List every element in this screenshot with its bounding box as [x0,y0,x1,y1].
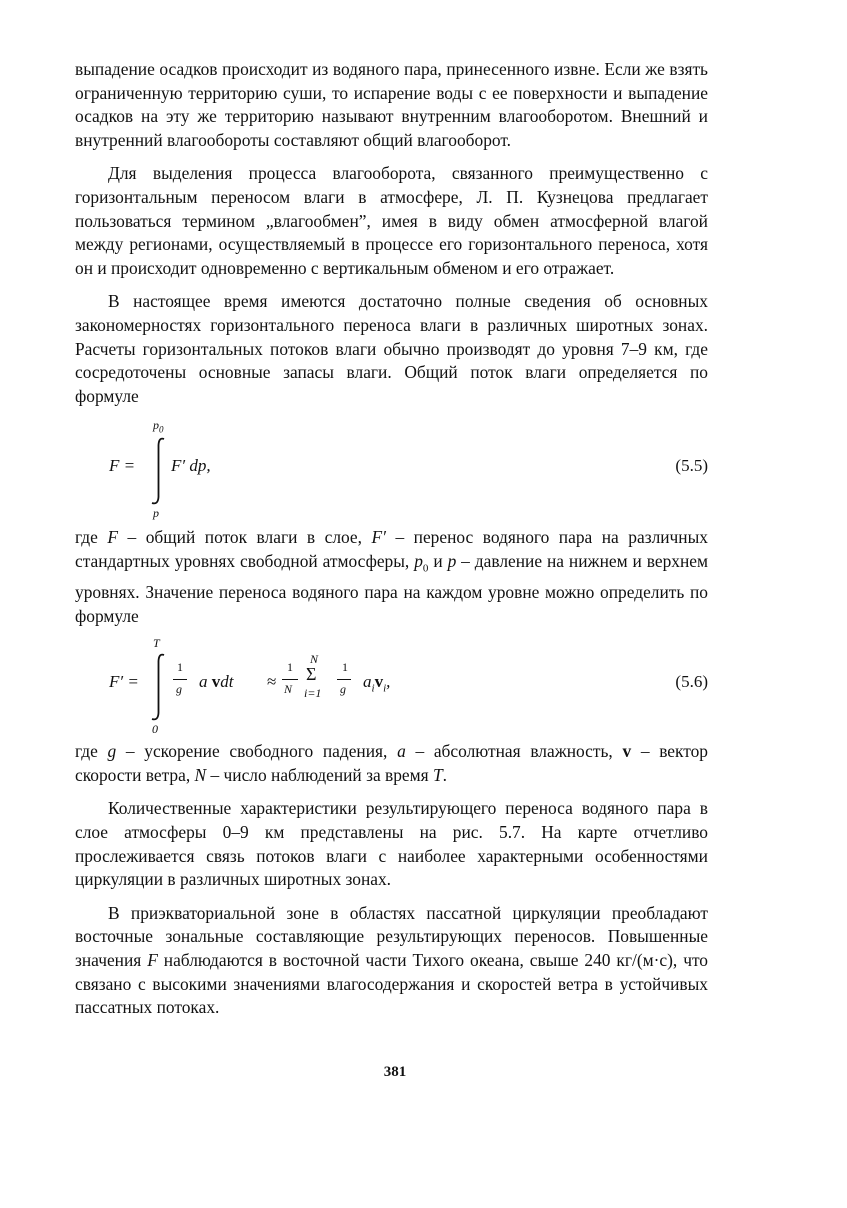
paragraph-4: Количественные характеристики результирующего переноса водяного пара в слое атмосферы 0–9 км представлены на рис. 5.7. На карте отчетливо прослеживается связь потоков влаги с наиболее характерными особенностями циркуляции в различных широтных зонах. [75,798,708,890]
paragraph-5: В приэкваториальной зоне в областях пассатной циркуляции преобладают восточные зональные составляющие результирующих переносов. Повышенные значения F наблюдаются в восточной части Тихого океана, свыше 240 кг/(м·с), что связано с высокими значениями влагосодержания и скоростей ветра в устойчивых пассатных потоках. [75,902,709,1018]
page-number: 381 [383,1064,407,1080]
formula-5-6-lhs: F′ = [109,672,139,692]
fraction-2-bar [282,679,298,680]
fraction-3-denominator: g [340,682,346,697]
fraction-1-denominator: g [176,682,182,697]
formula-5-6-upper-limit: T [153,636,160,651]
formula-5-6-explanation: где g – ускорение свободного падения, a – абсолютная влажность, v – вектор скорости ветра, N – число наблюдений за время T. [75,741,708,785]
fraction-2-denominator: N [284,682,293,697]
formula-5-5-number: (5.5) [675,456,708,476]
paragraph-2: Для выделения процесса влагооборота, связанного преимущественно с горизонтальным переносом влаги в атмосфере, Л. П. Кузнецова предлагает пользоваться термином „влагообмен”, имея в виду обмен атмосферной влагой между регионами, осуществляемый в процессе его горизонтального переноса, хотя он и происходит одновременно с вертикальным обменом и его отражает. [75,163,708,278]
fraction-3-bar [337,679,351,680]
page-body [75,58,708,1020]
formula-5-5-lhs: F = [109,456,136,476]
formula-5-6-sum-term: $a_iv_i$, [363,672,391,695]
formula-5-5-integrand: F′ dp, [171,456,211,476]
formula-5-6 [75,628,708,740]
formula-5-5-upper-limit: $p_0$ [153,418,164,435]
integral-sign-2 [149,652,169,722]
formula-5-6-lower-limit: 0 [152,722,158,737]
sum-upper-limit: N [310,652,319,667]
fraction-1-numerator: 1 [177,660,183,675]
sum-lower-limit: i=1 [304,686,322,701]
paragraph-1: выпадение осадков происходит из водяного пара, принесенного извне. Если же взять ограниченную территорию суши, то испарение воды с ее поверхности и выпадение осадков на эту же территорию называют внутренним влагооборотом. Внешний и внутренний влагообороты составляют общий влагооборот. [75,59,708,150]
formula-5-5-explanation: где F – общий поток влаги в слое, F′ – перенос водяного пара на различных стандартных уровнях свободной атмосферы, $p_0$ и p – давление на нижнем и верхнем уровнях. Значение переноса водяного пара на каждом уровне можно определить по формуле [75,527,708,626]
fraction-3-numerator: 1 [342,660,348,675]
integral-sign [149,436,169,506]
fraction-2-numerator: 1 [287,660,293,675]
paragraph-3: В настоящее время имеются достаточно полные сведения об основных закономерностях горизонтального переноса влаги в различных широтных зонах. Расчеты горизонтальных потоков влаги обычно производят до уровня 7–9 км, где сосредоточены основные запасы влаги. Общий поток влаги определяется по формуле [75,291,708,406]
formula-5-6-integrand: a vdt [199,672,234,692]
formula-5-5 [75,408,708,526]
formula-5-5-lower-limit: p [153,506,159,521]
formula-5-6-number: (5.6) [675,672,708,692]
approx-sign: ≈ [267,672,277,692]
fraction-1-bar [173,679,187,680]
sum-sign: Σ [306,664,317,685]
